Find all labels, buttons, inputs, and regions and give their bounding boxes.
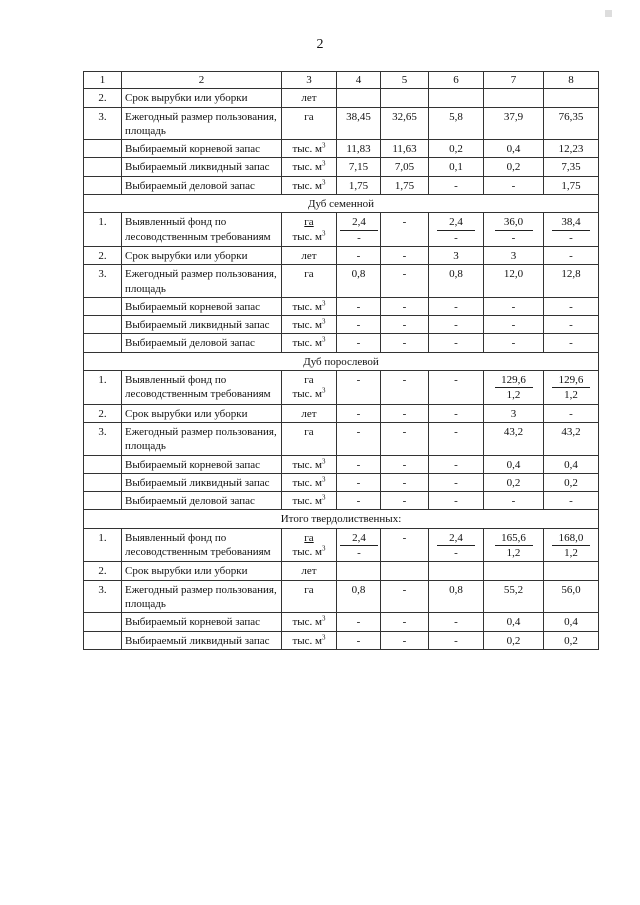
unit-bottom-wrap [285,387,333,401]
indicator-name: Ежегодный размер пользования, площадь [122,422,282,455]
unit-bottom-wrap [285,230,333,244]
fraction-denominator: - [511,231,516,244]
indicator-name: Выбираемый корневой запас [122,455,282,473]
value-cell [337,371,381,405]
value-cell: 0,8 [429,580,484,613]
value-cell: 43,2 [544,422,599,455]
indicator-name: Выбираемый деловой запас [122,176,282,194]
value-cell [544,562,599,580]
value-cell: - [429,422,484,455]
indicator-name: Выбираемый корневой запас [122,140,282,158]
indicator-name: Выбираемый ликвидный запас [122,473,282,491]
value-cell [484,213,544,247]
unit-text: лет [301,565,317,578]
value-cell: - [337,316,381,334]
value-cell [337,562,381,580]
fraction-value [437,531,475,561]
value-cell: - [429,297,484,315]
value-cell: - [544,334,599,352]
value-cell: 7,35 [544,158,599,176]
table-row [84,334,599,352]
fraction-denominator: 1,2 [506,389,521,402]
table-row [84,371,599,405]
value-cell: - [381,265,429,298]
value-cell: - [381,246,429,264]
value-cell [337,213,381,247]
fraction-denominator: - [357,547,361,560]
value-cell: - [337,492,381,510]
value-cell: - [381,316,429,334]
value-cell: 12,0 [484,265,544,298]
unit-text: тыс. $м^3$ [292,317,326,332]
value-cell: 0,2 [484,158,544,176]
unit-text: тыс. $м^3$ [292,544,326,559]
value-cell [337,528,381,562]
value-cell: - [429,334,484,352]
value-cell: - [429,176,484,194]
indicator-name: Срок вырубки или уборки [122,246,282,264]
value-cell: 7,15 [337,158,381,176]
value-cell: 43,2 [484,422,544,455]
value-cell: - [544,404,599,422]
row-number: 3. [84,265,122,298]
column-header: 8 [544,72,599,89]
table-row [84,158,599,176]
fraction-denominator: 1,2 [564,547,578,560]
unit-cell [282,422,337,455]
row-number [84,158,122,176]
row-number: 2. [84,404,122,422]
indicator-name: Выбираемый ликвидный запас [122,158,282,176]
value-cell: - [429,316,484,334]
unit-text: тыс. $м^3$ [292,632,326,647]
value-cell [381,562,429,580]
value-cell: 1,75 [544,176,599,194]
unit-cell [282,89,337,107]
section-title: Дуб порослевой [84,352,599,370]
row-number [84,492,122,510]
value-cell: 76,35 [544,107,599,140]
value-cell: - [337,455,381,473]
section-title: Дуб семенной [84,195,599,213]
section-title: Итого твердолиственных: [84,510,599,528]
value-cell: - [544,316,599,334]
indicator-name: Ежегодный размер пользования, площадь [122,265,282,298]
value-cell [544,371,599,405]
fraction-value [552,531,590,561]
unit-cell [282,316,337,334]
value-cell: - [429,404,484,422]
row-number: 1. [84,371,122,405]
value-cell: 0,4 [484,140,544,158]
unit-cell [282,473,337,491]
fraction-numerator: 36,0 [495,215,533,230]
value-cell: - [544,492,599,510]
value-cell: - [337,246,381,264]
unit-cell [282,562,337,580]
value-cell: - [381,297,429,315]
row-number [84,334,122,352]
fraction-numerator: 2,4 [340,531,378,546]
indicator-name: Выбираемый ликвидный запас [122,631,282,649]
value-cell [544,213,599,247]
unit-cell [282,107,337,140]
value-cell [484,528,544,562]
unit-text: тыс. $м^3$ [292,456,326,471]
row-number: 2. [84,89,122,107]
value-cell: 0,8 [429,265,484,298]
column-header: 6 [429,72,484,89]
indicator-name: Выбираемый деловой запас [122,334,282,352]
unit-cell [282,631,337,649]
table-row [84,528,599,562]
value-cell [381,89,429,107]
fraction-value [552,373,590,403]
table-row [84,140,599,158]
table-row [84,455,599,473]
value-cell: - [337,473,381,491]
unit-top: га [304,374,314,387]
fraction-numerator: 38,4 [552,215,590,230]
indicator-name: Выбираемый деловой запас [122,492,282,510]
value-cell: - [337,613,381,631]
row-number [84,455,122,473]
section-row [84,510,599,528]
unit-text: лет [301,407,317,420]
scan-mark [605,10,612,17]
value-cell: - [429,613,484,631]
value-cell: 0,2 [544,473,599,491]
unit-text: тыс. $м^3$ [292,475,326,489]
unit-text: га [304,425,314,438]
value-cell [429,371,484,405]
value-cell [484,371,544,405]
table-row [84,404,599,422]
value-cell: 37,9 [484,107,544,140]
value-cell: - [337,404,381,422]
value-cell: 0,4 [484,455,544,473]
unit-text: тыс. $м^3$ [292,299,326,313]
value-cell: - [337,297,381,315]
value-cell: - [484,334,544,352]
value-cell: - [337,631,381,649]
value-cell: - [381,404,429,422]
value-cell: - [484,316,544,334]
value-cell: 7,05 [381,158,429,176]
indicator-name: Ежегодный размер пользования, площадь [122,580,282,613]
unit-cell [282,334,337,352]
fraction-value [552,215,590,245]
value-cell: 0,8 [337,265,381,298]
column-header: 7 [484,72,544,89]
value-cell: - [429,492,484,510]
value-cell: 3 [429,246,484,264]
value-text: - [356,374,361,387]
value-cell: 0,2 [484,631,544,649]
value-cell: 5,8 [429,107,484,140]
value-cell: - [381,422,429,455]
indicator-name: Выявленный фонд по лесоводственным требованиям [122,528,282,562]
row-number [84,297,122,315]
unit-cell [282,265,337,298]
value-cell [484,89,544,107]
unit-cell [282,580,337,613]
column-header: 4 [337,72,381,89]
unit-cell [282,297,337,315]
value-cell: - [429,455,484,473]
value-cell [381,528,429,562]
value-cell: 38,45 [337,107,381,140]
row-number [84,316,122,334]
row-number: 1. [84,528,122,562]
table-row [84,246,599,264]
column-header: 3 [282,72,337,89]
value-cell: - [337,422,381,455]
value-cell: 0,8 [337,580,381,613]
unit-text: тыс. $м^3$ [292,159,326,174]
indicator-name: Выбираемый корневой запас [122,613,282,631]
value-cell [337,89,381,107]
fraction-denominator: 1,2 [564,389,578,402]
column-header: 2 [122,72,282,89]
fraction-numerator: 165,6 [495,531,533,546]
unit-bottom-wrap [285,545,333,559]
unit-text: тыс. $м^3$ [292,229,326,243]
table-row [84,613,599,631]
unit-cell [282,404,337,422]
value-cell: 0,4 [484,613,544,631]
value-cell: - [381,473,429,491]
value-text: - [402,374,407,387]
table-row [84,492,599,510]
value-cell: 0,1 [429,158,484,176]
unit-text: га [304,583,314,596]
value-cell [429,89,484,107]
value-text: - [454,374,458,387]
fraction-numerator: 168,0 [552,531,590,546]
table-row [84,580,599,613]
unit-cell [282,492,337,510]
table-row [84,297,599,315]
fraction-denominator: - [454,231,458,244]
row-number: 3. [84,422,122,455]
unit-cell [282,613,337,631]
value-cell [544,528,599,562]
unit-cell [282,246,337,264]
value-cell [429,562,484,580]
fraction-numerator: 2,4 [437,215,475,230]
row-number [84,176,122,194]
value-cell: - [381,580,429,613]
value-cell [429,213,484,247]
value-cell [381,371,429,405]
fraction-numerator: 129,6 [495,373,533,388]
row-number: 2. [84,562,122,580]
value-cell: - [337,334,381,352]
value-cell: 3 [484,246,544,264]
unit-cell [282,213,337,247]
value-text: - [402,216,407,229]
fraction-denominator: - [357,231,361,244]
unit-cell [282,455,337,473]
section-row [84,352,599,370]
unit-text: тыс. $м^3$ [292,178,326,192]
unit-top: га [304,531,314,544]
value-cell: 11,83 [337,140,381,158]
fraction-value [437,215,475,245]
unit-text: тыс. $м^3$ [292,386,326,401]
fraction-numerator: 129,6 [552,373,590,388]
unit-text: тыс. $м^3$ [292,493,326,508]
table-row [84,213,599,247]
value-cell: 1,75 [337,176,381,194]
indicator-name: Выбираемый корневой запас [122,297,282,315]
value-cell: - [381,455,429,473]
row-number [84,140,122,158]
value-cell: 32,65 [381,107,429,140]
indicator-name: Срок вырубки или уборки [122,562,282,580]
value-cell: - [484,297,544,315]
column-header: 5 [381,72,429,89]
row-number: 3. [84,580,122,613]
value-cell [544,89,599,107]
value-cell: 0,4 [544,455,599,473]
table-row [84,265,599,298]
fraction-value [495,373,533,403]
value-cell: 55,2 [484,580,544,613]
fraction-denominator: 1,2 [506,547,521,560]
value-cell: - [484,492,544,510]
fraction-value [340,531,378,561]
value-cell: 11,63 [381,140,429,158]
value-cell: 1,75 [381,176,429,194]
value-cell: 0,2 [429,140,484,158]
table-row [84,107,599,140]
table-row [84,89,599,107]
value-cell: - [381,613,429,631]
fraction-value [340,215,378,245]
indicator-name: Выявленный фонд по лесоводственным требованиям [122,371,282,405]
table-row [84,316,599,334]
unit-cell [282,140,337,158]
page-number: 2 [316,37,324,52]
indicator-name: Срок вырубки или уборки [122,89,282,107]
value-cell: - [484,176,544,194]
indicator-name: Срок вырубки или уборки [122,404,282,422]
value-cell [484,562,544,580]
value-cell: 12,8 [544,265,599,298]
indicator-name: Выявленный фонд по лесоводственным требованиям [122,213,282,247]
unit-text: лет [301,92,317,105]
row-number: 3. [84,107,122,140]
unit-text: га [304,268,314,281]
fraction-value [495,215,533,245]
table-row [84,422,599,455]
value-cell: - [429,631,484,649]
value-cell: 0,2 [544,631,599,649]
value-cell: 56,0 [544,580,599,613]
section-row [84,195,599,213]
value-cell: 0,2 [484,473,544,491]
value-cell [429,528,484,562]
table-row [84,631,599,649]
value-cell [381,213,429,247]
table-row [84,473,599,491]
value-cell: - [429,473,484,491]
fraction-value [495,531,533,561]
forest-use-table [83,71,599,650]
unit-text: тыс. $м^3$ [292,335,326,350]
unit-text: тыс. $м^3$ [292,614,326,629]
fraction-numerator: 2,4 [340,215,378,230]
row-number [84,613,122,631]
table-row [84,176,599,194]
indicator-name: Ежегодный размер пользования, площадь [122,107,282,140]
value-cell: 3 [484,404,544,422]
column-header: 1 [84,72,122,89]
unit-cell [282,371,337,405]
row-number [84,473,122,491]
value-cell: - [381,631,429,649]
unit-cell [282,158,337,176]
row-number [84,631,122,649]
value-cell: - [381,334,429,352]
value-cell: - [544,297,599,315]
unit-top: га [304,216,314,229]
row-number: 1. [84,213,122,247]
value-text: - [402,531,407,544]
value-cell: - [381,492,429,510]
value-cell: 12,23 [544,140,599,158]
unit-cell [282,176,337,194]
fraction-denominator: - [569,231,573,244]
value-cell: 0,4 [544,613,599,631]
row-number: 2. [84,246,122,264]
unit-text: лет [301,249,317,262]
value-cell: - [544,246,599,264]
unit-cell [282,528,337,562]
indicator-name: Выбираемый ликвидный запас [122,316,282,334]
table-row [84,562,599,580]
header-row [84,72,599,89]
unit-text: га [304,110,314,123]
fraction-numerator: 2,4 [437,531,475,546]
unit-text: тыс. $м^3$ [292,141,326,156]
fraction-denominator: - [454,547,458,560]
